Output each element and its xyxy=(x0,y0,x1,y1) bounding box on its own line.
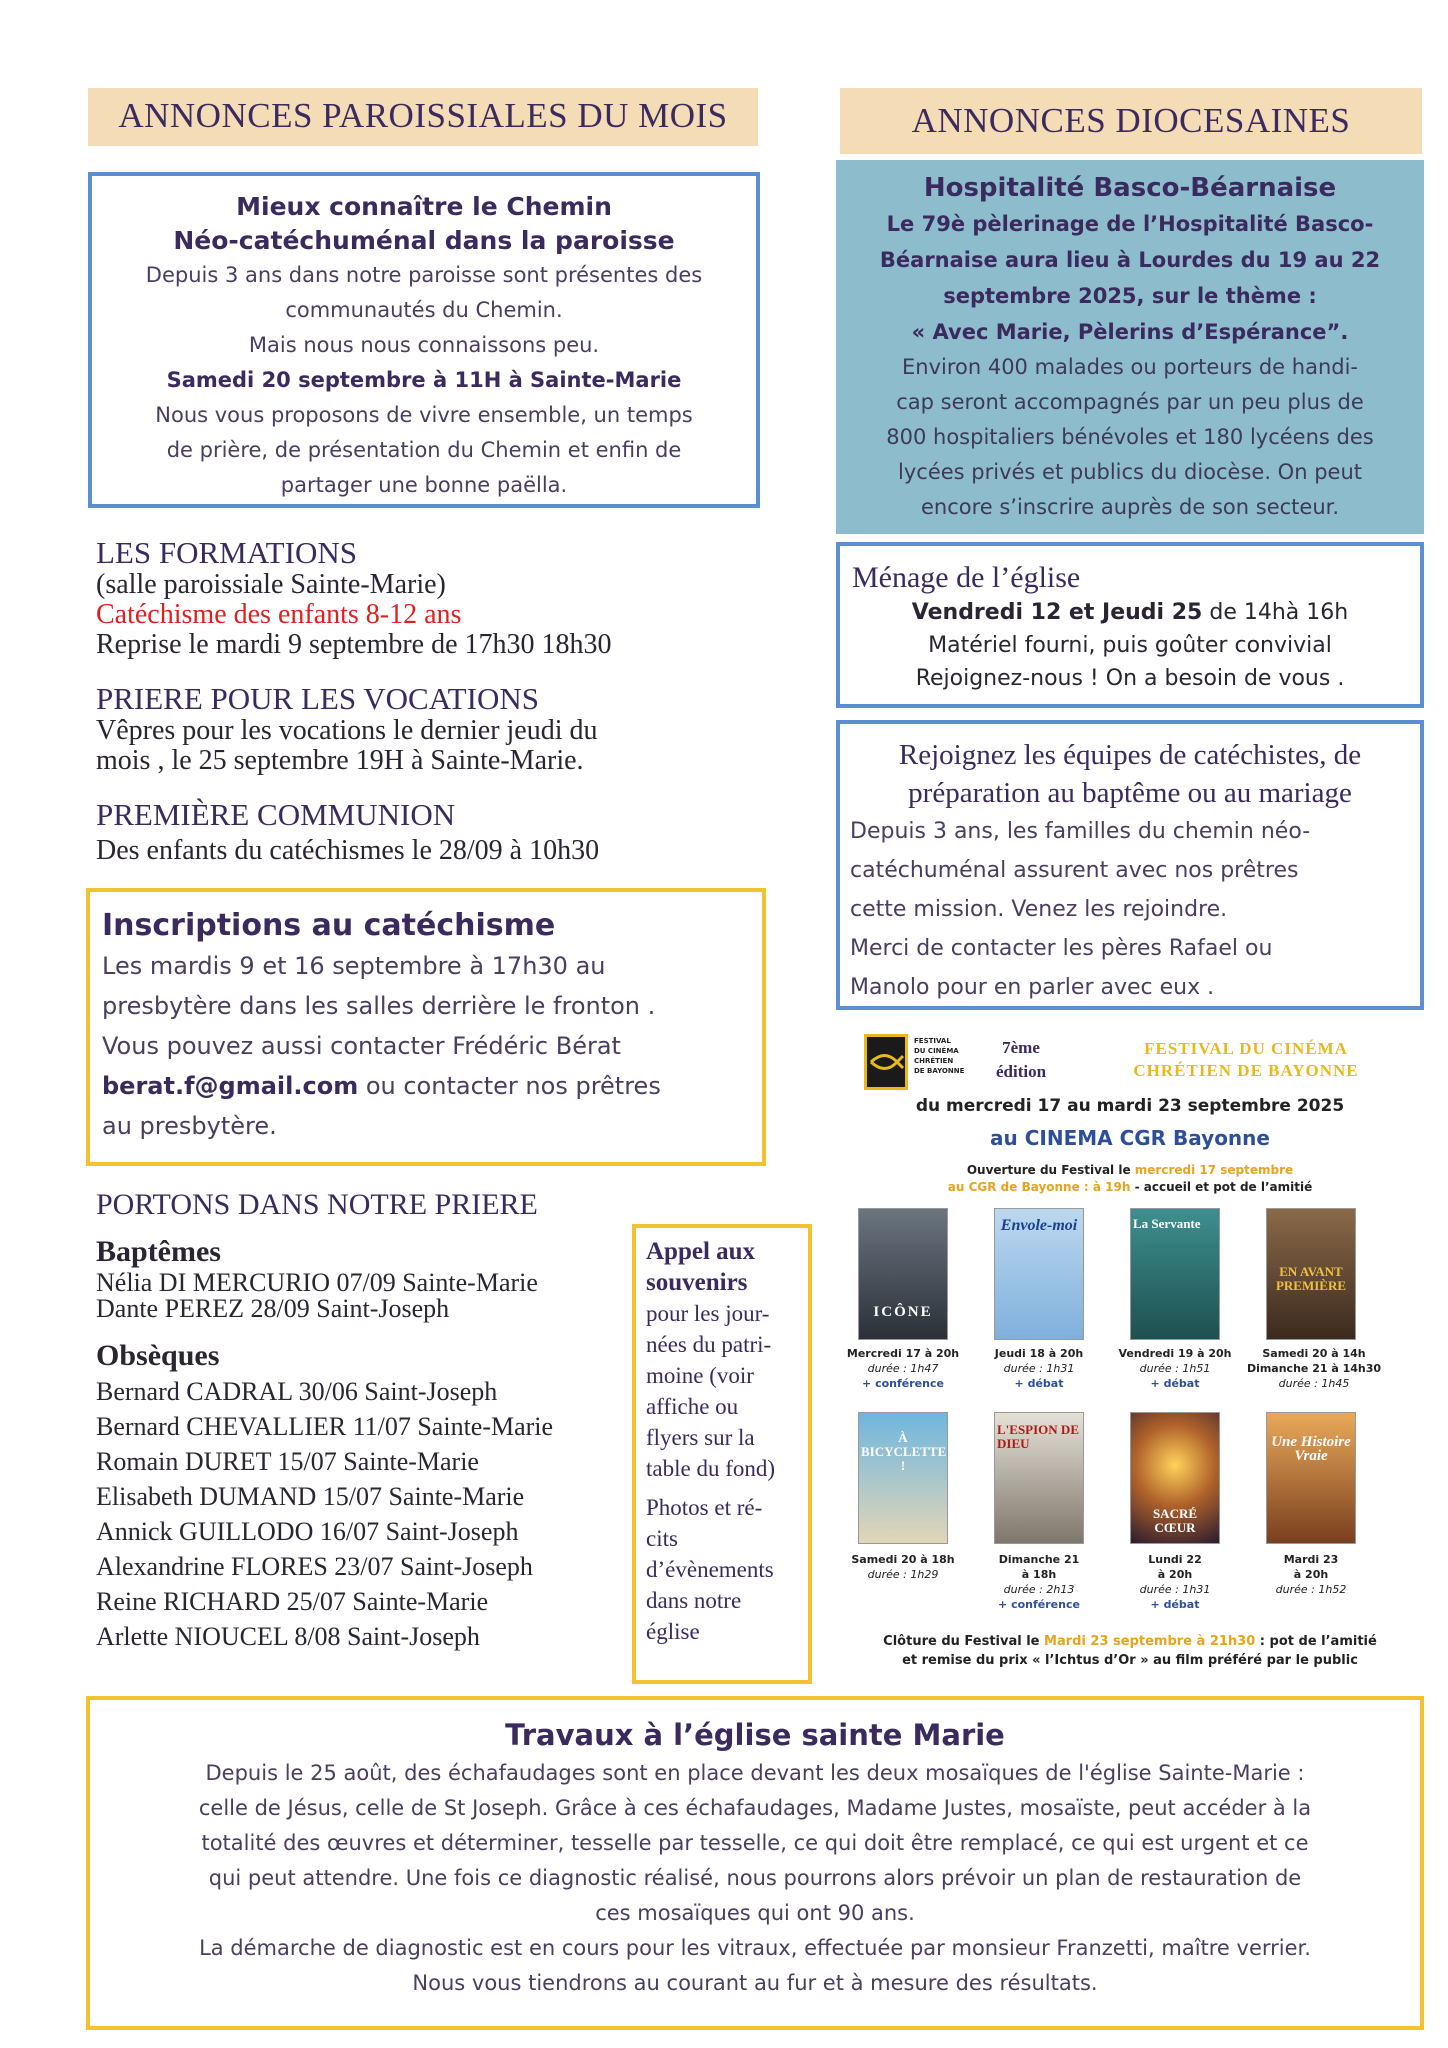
obseques-list xyxy=(96,1374,656,1654)
menage-hours: de 14hà 16h xyxy=(1202,600,1349,625)
logo-line: FESTIVAL xyxy=(914,1037,951,1045)
communion-section xyxy=(96,798,776,866)
formations-catechisme: Catéchisme des enfants 8-12 ans xyxy=(96,599,462,630)
appel-title-2: souvenirs xyxy=(646,1269,748,1296)
film-extra: + débat xyxy=(1150,1377,1200,1390)
festival-logo xyxy=(864,1034,908,1090)
diocesaines-header: ANNONCES DIOCESAINES xyxy=(840,88,1422,154)
poster-title: Envole-moi xyxy=(1000,1217,1078,1234)
rejoignez-box xyxy=(836,720,1424,1010)
email-link[interactable]: berat.f@gmail.com xyxy=(102,1072,359,1100)
opening-line-1 xyxy=(836,1162,1424,1179)
ichthys-fish-icon xyxy=(867,1037,905,1087)
list-item: Romain DURET 15/07 Sainte-Marie xyxy=(96,1447,479,1476)
appel-text: flyers sur la xyxy=(646,1425,755,1450)
hospitalite-text-4: lycées privés et publics du diocèse. On peut xyxy=(898,460,1362,484)
film-date: Jeudi 18 à 20h xyxy=(994,1347,1084,1360)
inscriptions-text-4 xyxy=(102,1066,762,1106)
menage-dates: Vendredi 12 et Jeudi 25 xyxy=(911,600,1203,625)
appel-title-1: Appel aux xyxy=(646,1238,756,1265)
film-caption xyxy=(844,1346,962,1391)
obseques-title: Obsèques xyxy=(96,1339,220,1372)
rejoignez-text-5: Manolo pour en parler avec eux . xyxy=(850,975,1215,1000)
inscriptions-box xyxy=(86,888,766,1166)
chemin-announcement xyxy=(88,172,760,508)
prayer-section xyxy=(96,1188,656,1654)
poster-title: À BICYCLETTE ! xyxy=(861,1430,947,1473)
list-item: Reine RICHARD 25/07 Sainte-Marie xyxy=(96,1587,489,1616)
logo-line: DE BAYONNE xyxy=(914,1067,965,1075)
travaux-text-1: Depuis le 25 août, des échafaudages sont en place devant les deux mosaïques de l'église Sainte-Marie : xyxy=(205,1761,1305,1785)
film-date-2: à 18h xyxy=(1021,1568,1057,1581)
appel-text: Photos et ré- xyxy=(646,1495,763,1520)
hospitalite-text-2: cap seront accompagnés par un peu plus de xyxy=(896,390,1364,414)
film-duration: durée : 1h47 xyxy=(867,1362,939,1375)
film-date: Mercredi 17 à 20h xyxy=(846,1347,960,1360)
communion-title: PREMIÈRE COMMUNION xyxy=(96,797,456,832)
festival-logo-text xyxy=(914,1036,964,1076)
poster-title: ICÔNE xyxy=(873,1304,933,1320)
formations-location: (salle paroissiale Sainte-Marie) xyxy=(96,569,446,600)
communion-text: Des enfants du catéchismes le 28/09 à 10h30 xyxy=(96,835,600,866)
poster-title: EN AVANT PREMIÈRE xyxy=(1275,1264,1347,1293)
vocations-title: PRIERE POUR LES VOCATIONS xyxy=(96,681,539,716)
hospitalite-bold-2: Béarnaise aura lieu à Lourdes du 19 au 22 xyxy=(879,248,1381,272)
film-duration: durée : 2h13 xyxy=(1003,1583,1075,1596)
film-caption xyxy=(1246,1346,1382,1391)
festival-heading-1: FESTIVAL DU CINÉMA xyxy=(1144,1039,1348,1058)
vocations-section xyxy=(96,682,776,776)
travaux-title: Travaux à l’église sainte Marie xyxy=(505,1718,1005,1752)
film-poster-en-avant-premiere[interactable] xyxy=(1266,1208,1356,1340)
hospitalite-bold-1: Le 79è pèlerinage de l’Hospitalité Basco- xyxy=(886,212,1374,236)
list-item: Bernard CHEVALLIER 11/07 Sainte-Marie xyxy=(96,1412,554,1441)
chemin-title-2: Néo-catéchuménal dans la paroisse xyxy=(173,226,675,255)
film-extra: + débat xyxy=(1150,1598,1200,1611)
film-date: Samedi 20 à 14h xyxy=(1262,1347,1366,1360)
film-poster-la-servante[interactable] xyxy=(1130,1208,1220,1340)
chemin-text-6: de prière, de présentation du Chemin et enfin de xyxy=(166,438,682,462)
hospitalite-text-3: 800 hospitaliers bénévoles et 180 lycéens des xyxy=(886,425,1374,449)
film-date-2: Dimanche 21 à 14h30 xyxy=(1246,1362,1382,1375)
film-extra: + conférence xyxy=(998,1598,1080,1611)
film-duration: durée : 1h29 xyxy=(867,1568,939,1581)
list-item: Nélia DI MERCURIO 07/09 Sainte-Marie xyxy=(96,1268,538,1297)
travaux-text-2: celle de Jésus, celle de St Joseph. Grâce à ces échafaudages, Madame Justes, mosaïste, peut accéder à la xyxy=(198,1796,1312,1820)
inscriptions-title: Inscriptions au catéchisme xyxy=(102,908,556,943)
prayer-title: PORTONS DANS NOTRE PRIERE xyxy=(96,1188,538,1221)
festival-poster xyxy=(836,1028,1424,1678)
travaux-text-5: ces mosaïques qui ont 90 ans. xyxy=(595,1901,915,1925)
opening-place: au CGR de Bayonne : à 19h xyxy=(947,1180,1131,1194)
menage-text-3: Rejoignez-nous ! On a besoin de vous . xyxy=(915,666,1345,691)
rejoignez-text-1: Depuis 3 ans, les familles du chemin néo- xyxy=(850,819,1311,844)
logo-line: CHRÉTIEN xyxy=(914,1057,954,1065)
opening-line-2 xyxy=(836,1179,1424,1196)
travaux-text-6: La démarche de diagnostic est en cours pour les vitraux, effectuée par monsieur Franzetti, maître verrier. xyxy=(199,1936,1311,1960)
list-item: Annick GUILLODO 16/07 Saint-Joseph xyxy=(96,1517,519,1546)
film-poster-une-histoire-vraie[interactable] xyxy=(1266,1412,1356,1544)
list-item: Elisabeth DUMAND 15/07 Sainte-Marie xyxy=(96,1482,525,1511)
baptemes-list xyxy=(96,1270,656,1322)
appel-souvenirs-box xyxy=(632,1224,812,1684)
closing-date: Mardi 23 septembre à 21h30 xyxy=(1044,1634,1256,1649)
film-caption xyxy=(980,1346,1098,1391)
formations-section xyxy=(96,536,776,660)
vocations-text-2: mois , le 25 septembre 19H à Sainte-Marie. xyxy=(96,745,584,776)
rejoignez-title-2: préparation au baptême ou au mariage xyxy=(908,777,1352,809)
film-date: Vendredi 19 à 20h xyxy=(1118,1347,1232,1360)
film-caption xyxy=(1116,1552,1234,1612)
list-item: Dante PEREZ 28/09 Saint-Joseph xyxy=(96,1294,450,1323)
appel-text: affiche ou xyxy=(646,1394,739,1419)
film-caption xyxy=(1252,1552,1370,1597)
chemin-text-5: Nous vous proposons de vivre ensemble, un temps xyxy=(155,403,693,427)
appel-text: moine (voir xyxy=(646,1363,754,1388)
hospitalite-text-5: encore s’inscrire auprès de son secteur. xyxy=(920,495,1340,519)
edition-word: édition xyxy=(995,1062,1047,1081)
festival-closing xyxy=(836,1632,1424,1670)
travaux-text-3: totalité des œuvres et déterminer, tesselle par tesselle, ce qui doit être remplacé, ce qui est urgent et ce xyxy=(201,1831,1309,1855)
edition-number: 7ème xyxy=(1002,1038,1040,1057)
closing-pot: : pot de l’amitié xyxy=(1255,1634,1377,1649)
chemin-date: Samedi 20 septembre à 11H à Sainte-Marie xyxy=(166,368,682,392)
appel-text: nées du patri- xyxy=(646,1332,772,1357)
film-duration: durée : 1h52 xyxy=(1275,1583,1347,1596)
opening-text: Ouverture du Festival le xyxy=(966,1163,1135,1177)
vocations-text-1: Vêpres pour les vocations le dernier jeudi du xyxy=(96,715,598,746)
rejoignez-text-3: cette mission. Venez les rejoindre. xyxy=(850,897,1228,922)
list-item: Bernard CADRAL 30/06 Saint-Joseph xyxy=(96,1377,498,1406)
film-poster-sacre-coeur[interactable] xyxy=(1130,1412,1220,1544)
opening-date: mercredi 17 septembre xyxy=(1134,1163,1294,1177)
appel-text: table du fond) xyxy=(646,1456,776,1481)
film-poster-envole-moi[interactable] xyxy=(994,1208,1084,1340)
film-date: Lundi 22 xyxy=(1148,1553,1202,1566)
inscriptions-text-5: au presbytère. xyxy=(102,1112,277,1140)
rejoignez-title-1: Rejoignez les équipes de catéchistes, de xyxy=(898,739,1362,771)
menage-text-2: Matériel fourni, puis goûter convivial xyxy=(928,633,1332,658)
menage-box xyxy=(836,542,1424,708)
appel-text: cits xyxy=(646,1526,678,1551)
chemin-text-2: communautés du Chemin. xyxy=(285,298,563,322)
inscriptions-text-3: Vous pouvez aussi contacter Frédéric Bérat xyxy=(102,1032,621,1060)
film-duration: durée : 1h45 xyxy=(1278,1377,1350,1390)
hospitalite-title: Hospitalité Basco-Béarnaise xyxy=(923,173,1337,203)
chemin-text-7: partager une bonne paëlla. xyxy=(280,473,568,497)
film-caption xyxy=(1116,1346,1234,1391)
formations-reprise: Reprise le mardi 9 septembre de 17h30 18h30 xyxy=(96,629,612,660)
film-extra: + conférence xyxy=(862,1377,944,1390)
poster-title: SACRÉ CŒUR xyxy=(1152,1506,1198,1535)
appel-text: pour les jour- xyxy=(646,1301,770,1326)
paroissiales-header: ANNONCES PAROISSIALES DU MOIS xyxy=(88,88,758,146)
menage-text-1 xyxy=(852,596,1408,629)
film-extra: + débat xyxy=(1014,1377,1064,1390)
hospitalite-bold-3: septembre 2025, sur le thème : xyxy=(943,284,1317,308)
film-caption xyxy=(980,1552,1098,1612)
opening-reception: - accueil et pot de l’amitié xyxy=(1130,1180,1313,1194)
film-poster-icone[interactable] xyxy=(858,1208,948,1340)
travaux-text-4: qui peut attendre. Une fois ce diagnostic réalisé, nous pourrons alors prévoir un plan de restauration de xyxy=(208,1866,1302,1890)
inscriptions-text-1: Les mardis 9 et 16 septembre à 17h30 au xyxy=(102,952,606,980)
film-date: Samedi 20 à 18h xyxy=(851,1553,955,1566)
film-duration: durée : 1h51 xyxy=(1139,1362,1211,1375)
travaux-box xyxy=(86,1696,1424,2030)
closing-text: Clôture du Festival le xyxy=(883,1634,1045,1649)
festival-dates: du mercredi 17 au mardi 23 septembre 2025 xyxy=(915,1096,1345,1116)
logo-line: DU CINÉMA xyxy=(914,1047,959,1055)
festival-cinema: au CINEMA CGR Bayonne xyxy=(990,1126,1270,1150)
film-caption xyxy=(844,1552,962,1582)
closing-line-1 xyxy=(836,1632,1424,1651)
menage-title: Ménage de l’église xyxy=(852,561,1081,594)
closing-line-2: et remise du prix « l’Ichtus d’Or » au film préféré par le public xyxy=(902,1653,1358,1668)
baptemes-title: Baptêmes xyxy=(96,1235,221,1268)
inscriptions-text-4-rest: ou contacter nos prêtres xyxy=(358,1072,661,1100)
film-date: Dimanche 21 xyxy=(998,1553,1080,1566)
chemin-text-1: Depuis 3 ans dans notre paroisse sont présentes des xyxy=(145,263,703,287)
poster-title: La Servante xyxy=(1133,1216,1201,1231)
inscriptions-text-2: presbytère dans les salles derrière le fronton . xyxy=(102,992,656,1020)
film-poster-a-bicyclette[interactable] xyxy=(858,1412,948,1544)
film-duration: durée : 1h31 xyxy=(1003,1362,1075,1375)
poster-title: L'ESPION DE DIEU xyxy=(997,1422,1079,1451)
appel-text: dans notre xyxy=(646,1588,742,1613)
formations-title: LES FORMATIONS xyxy=(96,535,357,570)
appel-text: église xyxy=(646,1619,700,1644)
poster-title: Une Histoire Vraie xyxy=(1271,1434,1351,1464)
film-date: Mardi 23 xyxy=(1283,1553,1339,1566)
rejoignez-text-4: Merci de contacter les pères Rafael ou xyxy=(850,936,1273,961)
festival-opening xyxy=(836,1162,1424,1196)
hospitalite-box xyxy=(836,160,1424,534)
chemin-title-1: Mieux connaître le Chemin xyxy=(236,192,612,221)
film-poster-espion-de-dieu[interactable] xyxy=(994,1412,1084,1544)
rejoignez-text-2: catéchuménal assurent avec nos prêtres xyxy=(850,858,1299,883)
hospitalite-text-1: Environ 400 malades ou porteurs de handi- xyxy=(901,355,1358,379)
film-date-2: à 20h xyxy=(1293,1568,1329,1581)
list-item: Alexandrine FLORES 23/07 Saint-Joseph xyxy=(96,1552,533,1581)
chemin-text-3: Mais nous nous connaissons peu. xyxy=(248,333,600,357)
list-item: Arlette NIOUCEL 8/08 Saint-Joseph xyxy=(96,1622,480,1651)
festival-heading xyxy=(1076,1038,1416,1082)
appel-text: d’évènements xyxy=(646,1557,774,1582)
film-duration: durée : 1h31 xyxy=(1139,1583,1211,1596)
film-date-2: à 20h xyxy=(1157,1568,1193,1581)
festival-heading-2: CHRÉTIEN DE BAYONNE xyxy=(1133,1061,1359,1080)
festival-edition xyxy=(986,1036,1056,1084)
travaux-text-7: Nous vous tiendrons au courant au fur et à mesure des résultats. xyxy=(412,1971,1098,1995)
hospitalite-bold-4: « Avec Marie, Pèlerins d’Espérance”. xyxy=(911,320,1349,344)
